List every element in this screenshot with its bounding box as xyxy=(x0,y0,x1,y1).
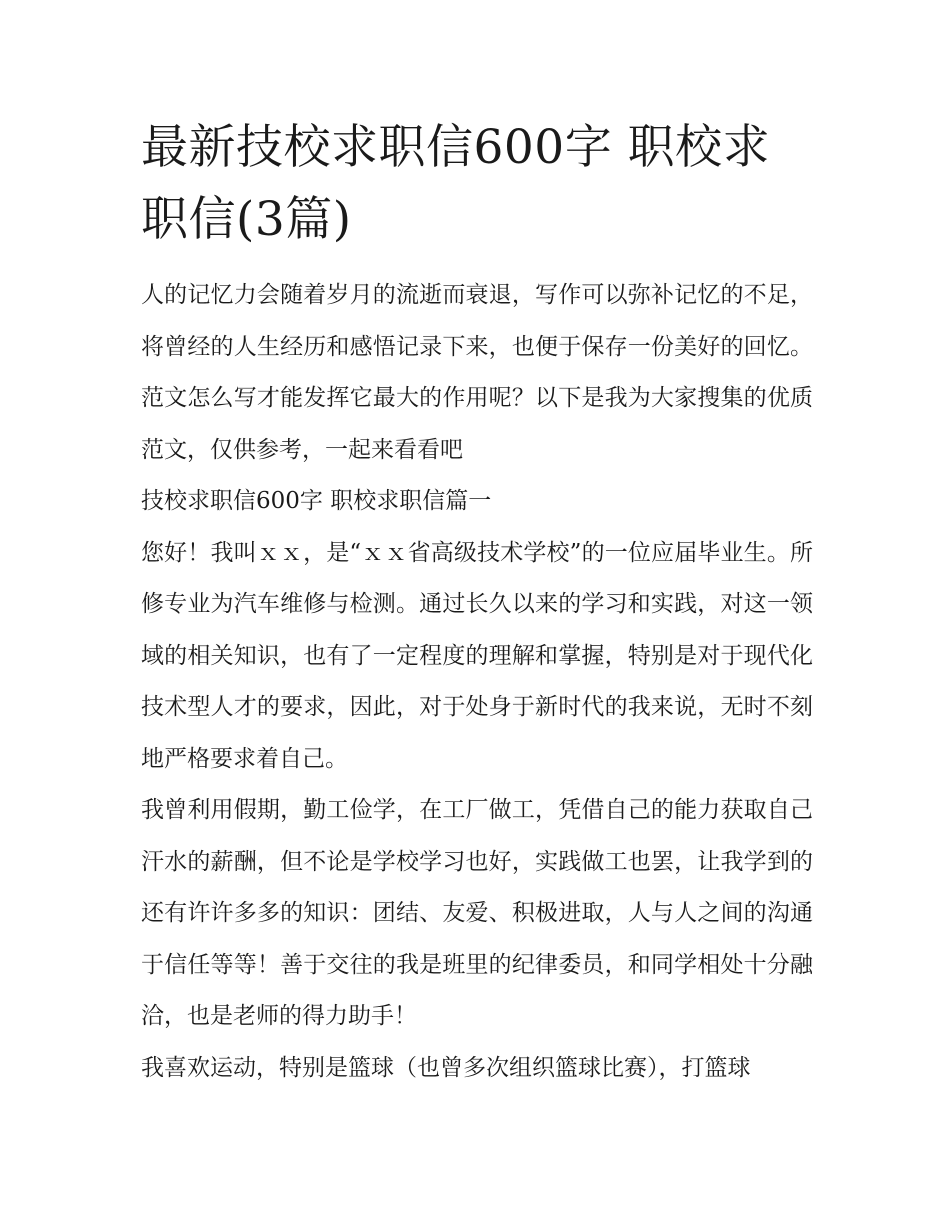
section-heading: 技校求职信600字 职校求职信篇一 xyxy=(141,488,492,514)
intro-paragraph: 人的记忆力会随着岁月的流逝而衰退，写作可以弥补记忆的不足，将曾经的人生经历和感悟记录下来，也便于保存一份美好的回忆。范文怎么写才能发挥它最大的作用呢？以下是我为大家搜集的优质范文，仅供参考，一起来看看吧 xyxy=(141,282,813,463)
body-paragraph-2: 我曾利用假期，勤工俭学，在工厂做工，凭借自己的能力获取自己汗水的薪酬，但不论是学校学习也好，实践做工也罢，让我学到的还有许许多多的知识：团结、友爱、积极进取，人与人之间的沟通于信任等等！善于交往的我是班里的纪律委员，和同学相处十分融洽，也是老师的得力助手！ xyxy=(141,797,813,1029)
body-paragraph-3: 我喜欢运动，特别是篮球（也曾多次组织篮球比赛），打篮球 xyxy=(141,1054,751,1081)
document-page xyxy=(141,112,813,1094)
document-title: 最新技校求职信600字 职校求职信(3篇) xyxy=(141,120,771,247)
body-paragraph-1: 您好！我叫ｘｘ，是“ｘｘ省高级技术学校”的一位应届毕业生。所修专业为汽车维修与检测。通过长久以来的学习和实践，对这一领域的相关知识，也有了一定程度的理解和掌握，特别是对于现代化技术型人才的要求，因此，对于处身于新时代的我来说，无时不刻地严格要求着自己。 xyxy=(141,539,813,772)
